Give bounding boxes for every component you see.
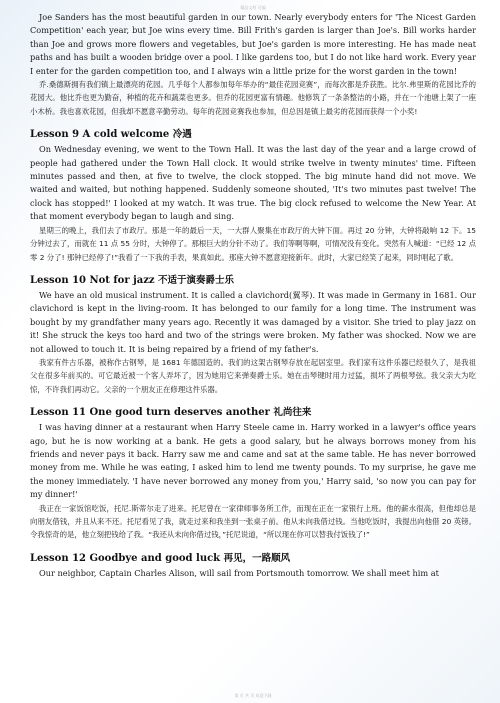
lesson-10-title-zh: 不适于演奏爵士乐 [158,274,235,286]
watermark-bottom: 第 页 共 页 欢迎下载 [234,693,272,698]
lesson-11-english-paragraph: I was having dinner at a restaurant when Harry Steele came in. Harry worked in a lawyer's office years ago, but he is now working at a bank. He gets a good salary, but he always borrows money from his friends and never pays it back. Harry saw me and came and sat at the same table. He has never borrowed money from me. While he was eating, I asked him to lend me twenty pounds. To my surprise, he gave me the money immediately. 'I have never borrowed any money from you,' Harry said, 'so now you can pay for my dinner!' [30,422,476,500]
lesson-12-title-zh: 再见，一路顺风 [223,552,291,564]
watermark-top: 精品文档 可编 [240,5,266,10]
lesson-9-title-en: Lesson 9 A cold welcome [30,129,170,141]
lesson-11-title-en: Lesson 11 One good turn deserves another [30,407,270,419]
intro-chinese-paragraph: 乔.桑德斯拥有我们镇上最漂亮的花园。几乎每个人都参加每年举办的“最佳花园竞赛”，而每次都是乔获胜。比尔.弗里斯的花园比乔的花园大。他比乔也更为勤奋，种植的花卉和蔬菜也更多。但乔的花园更富有情趣。他修筑了一条条整洁的小路，并在一个池塘上架了一座小木桥。我也喜欢花园，但我却不愿意辛勤劳动。每年的花园竞赛我也参加，但总因是镇上最劣的花园而获得一个小奖! [30,80,476,116]
lesson-11-chinese-paragraph: 我正在一家饭馆吃饭，托尼.斯蒂尔走了进来。托尼曾在一家律师事务所工作，而现在正在一家银行上班。他的薪水很高，但他却总是向朋友借钱，并且从来不还。托尼看见了我，就走过来和我坐到一张桌子前。他从未向我借过钱。当他吃饭时，我提出向他借 20 英镑。令我惊奇的是，他立刻把钱给了我。“我还从未向你借过钱，”托尼说道，“所以现在你可以替我付饭钱了!” [30,503,476,540]
lesson-9-chinese-paragraph: 星期三的晚上，我们去了市政厅。那是一年的最后一天，一大群人聚集在市政厅的大钟下面。再过 20 分钟，大钟将敲响 12 下。15 分钟过去了，而就在 11 点 55 分时，大钟停了。那根巨大的分针不动了。我们等啊等啊，可情况没有变化。突然有人喊道：“已经 12 点零 2 分了! 那钟已经停了!”我看了一下我的手表，果真如此。那座大钟不愿意迎接新年。此时，大家已经笑了起来，同时唱起了歌。 [30,225,476,262]
lesson-9-title [30,128,476,141]
lesson-10-english-paragraph: We have an old musical instrument. It is called a clavichord(翼琴). It was made in Germany in 1681. Our clavichord is kept in the living-room. It has belonged to our family for a long time. The instrument was bought by my grandfather many years ago. Recently it was damaged by a visitor. She tried to play jazz on it! She struck the keys too hard and two of the strings were broken. My father was shocked. Now we are not allowed to touch it. It is being repaired by a friend of my father's. [30,289,476,354]
lesson-12-english-paragraph: Our neighbor, Captain Charles Alison, will sail from Portsmouth tomorrow. We shall meet him at [39,567,439,578]
lesson-9-title-zh: 冷遇 [172,129,192,141]
lesson-12-title [30,552,476,565]
lesson-9-english-paragraph: On Wednesday evening, we went to the Town Hall. It was the last day of the year and a large crowd of people had gathered under the Town Hall clock. It would strike twelve in twenty minutes' time. Fifteen minutes passed and then, at five to twelve, the clock stopped. The big minute hand did not move. We waited and waited, but nothing happened. Suddenly someone shouted, 'It's two minutes past twelve! The clock has stopped!' I looked at my watch. It was true. The big clock refused to welcome the New Year. At that moment everybody began to laugh and sing. [30,144,476,222]
intro-english-paragraph: Joe Sanders has the most beautiful garden in our town. Nearly everybody enters for 'The Nicest Garden Competition' each year, but Joe wins every time. Bill Frith's garden is larger than Joe's. Bill works harder than Joe and grows more flowers and vegetables, but Joe's garden is more interesting. He has made neat paths and has built a wooden bridge over a pool. I like gardens too, but I do not like hard work. Every year I enter for the garden competition too, and I always win a little prize for the worst garden in the town! [30,12,476,76]
lesson-10-title-en: Lesson 10 Not for jazz [30,274,155,286]
lesson-10-chinese-paragraph: 我家有件古乐器，被称作古钢琴，是 1681 年德国造的。我们的这架古钢琴存放在起居室里。我们家有这件乐器已经很久了，是我祖父在很多年前买的。可它最近被一个客人弄坏了，因为她用它来弹奏爵士乐。她在击琴键时用力过猛，损坏了两根琴弦。我父亲大为吃惊，不许我们再动它。父亲的一个朋友正在修理这件乐器。 [30,357,476,394]
document-page [30,4,476,699]
lesson-10-title [30,274,476,287]
lesson-12-title-en: Lesson 12 Goodbye and good luck [30,552,221,564]
lesson-11-title-zh: 礼尚往来 [273,407,312,419]
lesson-11-title [30,406,476,419]
